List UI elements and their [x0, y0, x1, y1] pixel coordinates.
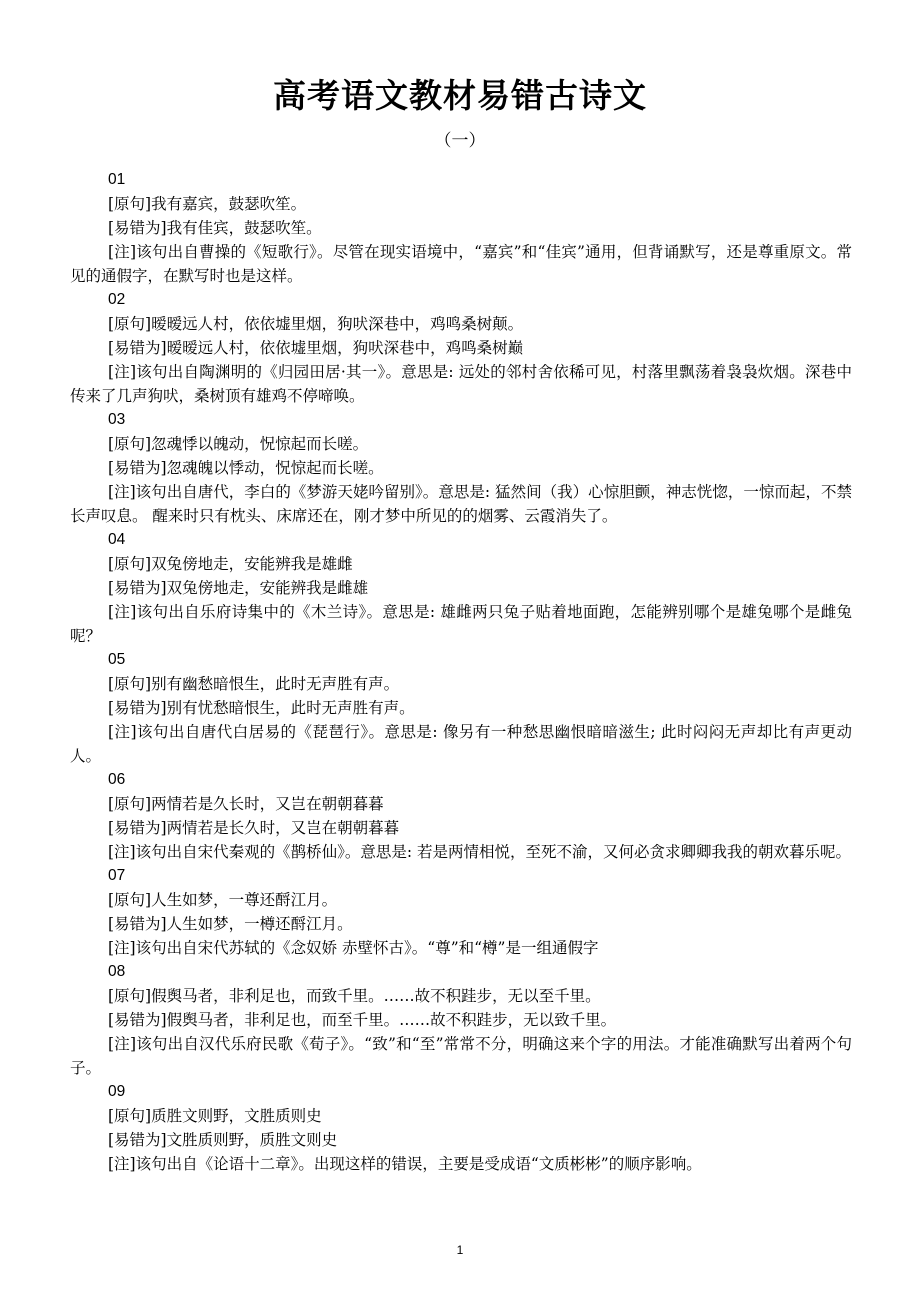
entry-01 [70, 168, 852, 288]
note-line: [注]该句出自宋代秦观的《鹊桥仙》。意思是: 若是两情相悦，至死不渝，又何必贪求卿卿我我的朝欢暮乐呢。 [108, 843, 851, 861]
entry-05 [70, 648, 852, 768]
original-line: [原句]我有嘉宾，鼓瑟吹笙。 [108, 195, 307, 213]
entry-03 [70, 408, 852, 528]
original-line: [原句]质胜文则野，文胜质则史 [108, 1107, 322, 1125]
mistake-line: [易错为]暧暧远人村，依依墟里烟，狗吠深巷中，鸡鸣桑树巅 [108, 339, 524, 357]
original-line: [原句]双兔傍地走，安能辨我是雄雌 [108, 555, 353, 573]
mistake-line: [易错为]我有佳宾，鼓瑟吹笙。 [108, 219, 322, 237]
entry-number: 05 [108, 651, 126, 668]
note-line: [注]该句出自曹操的《短歌行》。尽管在现实语境中，“嘉宾”和“佳宾”通用，但背诵默写，还是尊重原文。常见的通假字，在默写时也是这样。 [70, 243, 852, 285]
original-line: [原句]暧暧远人村，依依墟里烟，狗吠深巷中，鸡鸣桑树颠。 [108, 315, 524, 333]
mistake-line: [易错为]忽魂魄以悸动，怳惊起而长嗟。 [108, 459, 384, 477]
note-line: [注]该句出自汉代乐府民歌《荀子》。“致”和“至”常常不分，明确这来个字的用法。才能准确默写出着两个句子。 [70, 1035, 852, 1077]
original-line: [原句]假舆马者，非利足也，而致千里。……故不积跬步，无以至千里。 [108, 987, 601, 1005]
entry-04 [70, 528, 852, 648]
mistake-line: [易错为]文胜质则野，质胜文则史 [108, 1131, 338, 1149]
entry-08 [70, 960, 852, 1080]
entry-number: 08 [108, 963, 126, 980]
original-line: [原句]忽魂悸以魄动，怳惊起而长嗟。 [108, 435, 369, 453]
mistake-line: [易错为]人生如梦，一樽还酹江月。 [108, 915, 353, 933]
note-line: [注]该句出自宋代苏轼的《念奴娇 赤壁怀古》。“尊”和“樽”是一组通假字 [108, 939, 599, 957]
entry-list [70, 168, 852, 1176]
original-line: [原句]别有幽愁暗恨生，此时无声胜有声。 [108, 675, 400, 693]
document-subtitle: （一） [434, 131, 486, 151]
original-line: [原句]两情若是久长时，又岂在朝朝暮暮 [108, 795, 384, 813]
entry-07 [70, 864, 852, 960]
note-line: [注]该句出自唐代，李白的《梦游天姥吟留别》。意思是: 猛然间（我）心惊胆颤，神志恍惚，一惊而起，不禁长声叹息。 醒来时只有枕头、床席还在，刚才梦中所见的的烟雾、云霞消失了。 [70, 483, 852, 525]
entry-06 [70, 768, 852, 864]
entry-09 [70, 1080, 852, 1176]
document-title: 高考语文教材易错古诗文 [273, 76, 647, 115]
note-line: [注]该句出自《论语十二章》。出现这样的错误，主要是受成语“文质彬彬”的顺序影响。 [108, 1155, 702, 1173]
entry-number: 02 [108, 291, 126, 308]
mistake-line: [易错为]两情若是长久时，又岂在朝朝暮暮 [108, 819, 400, 837]
page-number: 1 [456, 1243, 464, 1257]
note-line: [注]该句出自乐府诗集中的《木兰诗》。意思是: 雄雌两只兔子贴着地面跑，怎能辨别哪个是雄兔哪个是雌兔呢？ [70, 603, 852, 645]
entry-number: 01 [108, 171, 126, 188]
entry-number: 07 [108, 867, 126, 884]
note-line: [注]该句出自陶渊明的《归园田居·其一》。意思是: 远处的邻村舍依稀可见，村落里飘荡着袅袅炊烟。深巷中传来了几声狗吠，桑树顶有雄鸡不停啼唤。 [70, 363, 852, 405]
mistake-line: [易错为]假舆马者，非利足也，而至千里。……故不积跬步，无以致千里。 [108, 1011, 617, 1029]
entry-number: 04 [108, 531, 126, 548]
entry-number: 09 [108, 1083, 126, 1100]
note-line: [注]该句出自唐代白居易的《琵琶行》。意思是: 像另有一种愁思幽恨暗暗滋生; 此时闷闷无声却比有声更动人。 [70, 723, 852, 765]
mistake-line: [易错为]双兔傍地走，安能辨我是雌雄 [108, 579, 369, 597]
mistake-line: [易错为]别有忧愁暗恨生，此时无声胜有声。 [108, 699, 415, 717]
entry-number: 06 [108, 771, 126, 788]
entry-02 [70, 288, 852, 408]
entry-number: 03 [108, 411, 126, 428]
original-line: [原句]人生如梦，一尊还酹江月。 [108, 891, 338, 909]
